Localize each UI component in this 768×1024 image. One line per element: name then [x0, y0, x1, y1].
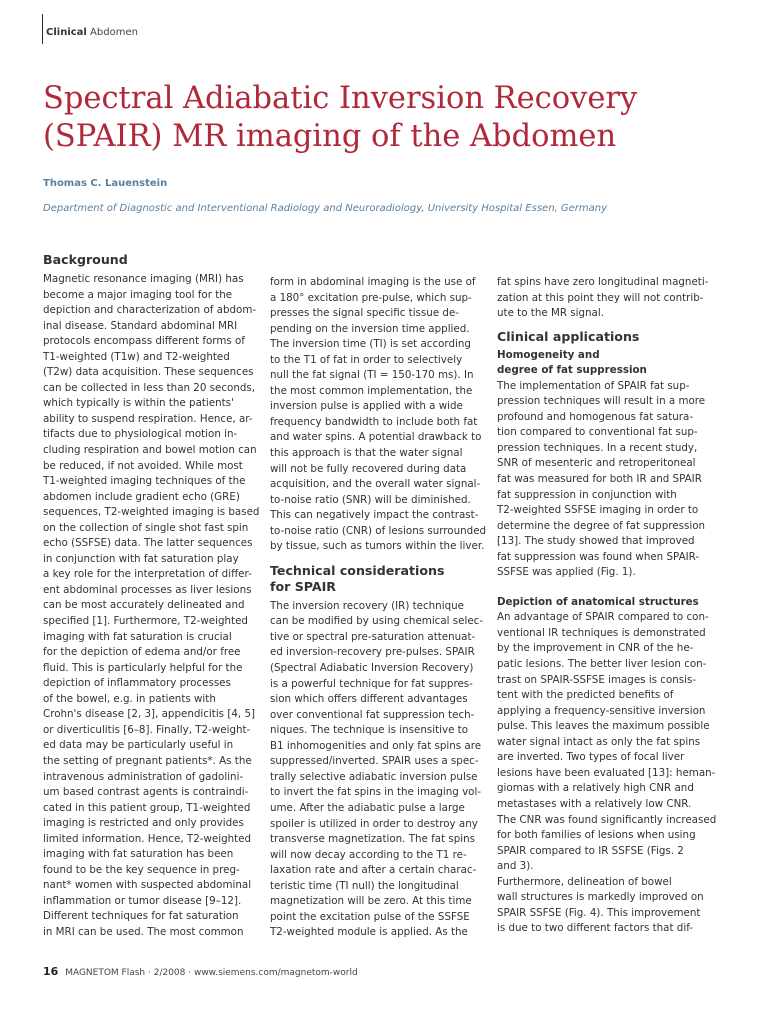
text-line: pression techniques. In a recent study, [497, 441, 698, 454]
text-line: trast on SPAIR-SSFSE images is consis- [497, 673, 697, 686]
text-line: The inversion recovery (IR) technique [270, 599, 464, 612]
text-line: the setting of pregnant patients*. As the [43, 754, 252, 767]
column-1 [43, 252, 260, 941]
column-3-body-c [497, 610, 717, 936]
column-3 [497, 275, 717, 937]
text-line: An advantage of SPAIR compared to con- [497, 611, 709, 624]
column-1-body [43, 272, 260, 941]
text-line: inversion pulse is applied with a wide [270, 400, 463, 413]
text-line: wall structures is markedly improved on [497, 891, 704, 904]
text-line: The implementation of SPAIR fat sup- [497, 379, 690, 392]
column-3-body-b [497, 379, 709, 581]
text-line: fat was measured for both IR and SPAIR [497, 473, 702, 486]
text-line: acquisition, and the overall water signal- [270, 478, 481, 491]
text-line: frequency bandwidth to include both fat [270, 415, 478, 428]
text-line: (Spectral Adiabatic Inversion Recovery) [270, 662, 474, 675]
text-line: and 3). [497, 860, 534, 873]
text-line: [13]. The study showed that improved [497, 535, 695, 548]
text-line: ventional IR techniques is demonstrated [497, 626, 706, 639]
section-tag [46, 27, 138, 38]
text-line: ume. After the adiabatic pulse a large [270, 801, 465, 814]
text-line: to-noise ratio (CNR) of lesions surrounded [270, 524, 487, 537]
text-line: echo (SSFSE) data. The latter sequences [43, 537, 253, 550]
text-line: Furthermore, delineation of bowel [497, 875, 672, 888]
text-line: depiction of inflammatory processes [43, 677, 231, 690]
column-2 [270, 275, 487, 941]
text-line: patic lesions. The better liver lesion con- [497, 658, 707, 671]
text-line: is a powerful technique for fat suppres- [270, 677, 473, 690]
text-line: ed inversion-recovery pre-pulses. SPAIR [270, 646, 475, 659]
text-line: a key role for the interpretation of differ- [43, 568, 252, 581]
text-line: will now decay according to the T1 re- [270, 848, 467, 861]
text-line: cated in this patient group, T1-weighted [43, 801, 251, 814]
text-line: imaging is restricted and only provides [43, 817, 244, 830]
text-line: by tissue, such as tumors within the liver. [270, 540, 485, 553]
text-line: form in abdominal imaging is the use of [270, 276, 476, 288]
heading-background: Background [43, 252, 128, 267]
text-line: profound and homogenous fat satura- [497, 410, 694, 423]
text-line: sequences, T2-weighted imaging is based [43, 506, 260, 519]
text-line: is due to two different factors that dif- [497, 922, 693, 935]
text-line: laxation rate and after a certain charac- [270, 864, 477, 877]
column-3-body-a [497, 275, 709, 322]
text-line: for the depiction of edema and/or free [43, 646, 241, 659]
text-line: null the fat signal (TI = 150-170 ms). In [270, 369, 474, 382]
text-line: water signal intact as only the fat spins [497, 735, 701, 748]
text-line: fat suppression was found when SPAIR- [497, 550, 700, 563]
text-line: to invert the fat spins in the imaging vol- [270, 786, 482, 799]
text-line: lesions have been evaluated [13]: heman- [497, 766, 716, 779]
text-line: imaging with fat saturation is crucial [43, 630, 232, 643]
subheading-homogeneity-line-1: Homogeneity and [497, 348, 600, 361]
text-line: can be most accurately delineated and [43, 599, 245, 612]
text-line: The inversion time (TI) is set according [270, 338, 471, 351]
text-line: inflammation or tumor disease [9–12]. [43, 894, 242, 907]
affiliation: Department of Diagnostic and Interventional Radiology and Neuroradiology, University Hospital Essen, Germany [43, 203, 608, 214]
page-footer [43, 965, 358, 978]
text-line: for both families of lesions when using [497, 829, 696, 842]
footer-text: MAGNETOM Flash · 2/2008 · www.siemens.com/magnetom-world [65, 968, 358, 978]
heading-technical-considerations-line-2: for SPAIR [270, 578, 336, 594]
text-line: or diverticulitis [6–8]. Finally, T2-weight- [43, 723, 251, 736]
text-line: T1-weighted (T1w) and T2-weighted [43, 350, 230, 363]
text-line: specified [1]. Furthermore, T2-weighted [43, 615, 248, 628]
text-line: fat spins have zero longitudinal magneti- [497, 276, 709, 288]
section-tag-rest: Abdomen [90, 27, 138, 38]
text-line: imaging with fat saturation has been [43, 848, 234, 861]
text-line: ability to suspend respiration. Hence, ar- [43, 412, 253, 425]
text-line: depiction and characterization of abdom- [43, 304, 257, 317]
column-2-body-b [270, 599, 482, 941]
text-line: be reduced, if not avoided. While most [43, 459, 243, 472]
text-line: fat suppression in conjunction with [497, 488, 677, 501]
text-line: pending on the inversion time applied. [270, 322, 470, 335]
text-line: tive or spectral pre-saturation attenuat- [270, 630, 476, 643]
text-line: in MRI can be used. The most common [43, 925, 244, 938]
text-line: transverse magnetization. The fat spins [270, 833, 476, 846]
heading-clinical-applications: Clinical applications [497, 328, 640, 344]
text-line: become a major imaging tool for the [43, 288, 233, 301]
text-line: SPAIR SSFSE (Fig. 4). This improvement [497, 906, 701, 919]
text-line: This can negatively impact the contrast- [270, 509, 479, 522]
subheading-anatomical-structures: Depiction of anatomical structures [497, 595, 699, 608]
text-line: Magnetic resonance imaging (MRI) has [43, 273, 244, 285]
text-line: spoiler is utilized in order to destroy any [270, 817, 478, 830]
text-line: The CNR was found significantly increased [497, 813, 717, 826]
text-line: presses the signal specific tissue de- [270, 307, 460, 320]
article-title [43, 80, 743, 156]
author: Thomas C. Lauenstein [43, 178, 168, 189]
text-line: Different techniques for fat saturation [43, 910, 239, 923]
text-line: teristic time (TI null) the longitudinal [270, 879, 459, 892]
text-line: nant* women with suspected abdominal [43, 879, 252, 892]
text-line: niques. The technique is insensitive to [270, 724, 469, 737]
text-line: cluding respiration and bowel motion can [43, 444, 257, 457]
text-line: suppressed/inverted. SPAIR uses a spec- [270, 755, 479, 768]
text-line: zation at this point they will not contrib- [497, 291, 704, 304]
text-line: B1 inhomogenities and only fat spins are [270, 739, 482, 752]
text-line: found to be the key sequence in preg- [43, 863, 240, 876]
text-line: on the collection of single shot fast spin [43, 521, 249, 534]
text-line: trally selective adiabatic inversion pulse [270, 770, 478, 783]
text-line: over conventional fat suppression tech- [270, 708, 475, 721]
text-line: point the excitation pulse of the SSFSE [270, 910, 470, 923]
text-line: metastases with a relatively low CNR. [497, 797, 692, 810]
header-rule [42, 14, 43, 44]
text-line: tent with the predicted benefits of [497, 689, 674, 702]
text-line: magnetization will be zero. At this time [270, 895, 472, 908]
text-line: T2-weighted module is applied. As the [270, 926, 468, 939]
text-line: can be collected in less than 20 seconds, [43, 381, 256, 394]
text-line: in conjunction with fat saturation play [43, 552, 239, 565]
text-line: ed data may be particularly useful in [43, 739, 234, 752]
text-line: are inverted. Two types of focal liver [497, 751, 685, 764]
text-line: ent abdominal processes as liver lesions [43, 583, 252, 596]
text-line: to the T1 of fat in order to selectively [270, 353, 463, 366]
text-line: which typically is within the patients' [43, 397, 234, 410]
text-line: fluid. This is particularly helpful for the [43, 661, 243, 674]
text-line: SSFSE was applied (Fig. 1). [497, 566, 636, 579]
text-line: the most common implementation, the [270, 384, 473, 397]
column-2-body-a [270, 275, 487, 555]
text-line: tion compared to conventional fat sup- [497, 426, 698, 439]
text-line: tifacts due to physiological motion in- [43, 428, 238, 441]
text-line: applying a frequency-sensitive inversion [497, 704, 706, 717]
text-line: pulse. This leaves the maximum possible [497, 720, 710, 733]
text-line: pression techniques will result in a more [497, 395, 706, 408]
text-line: limited information. Hence, T2-weighted [43, 832, 252, 845]
article-title-line-2: (SPAIR) MR imaging of the Abdomen [43, 119, 617, 154]
text-line: ute to the MR signal. [497, 307, 604, 320]
text-line: T2-weighted SSFSE imaging in order to [497, 504, 699, 517]
section-tag-bold: Clinical [46, 27, 87, 38]
text-line: will not be fully recovered during data [270, 462, 467, 475]
text-line: T1-weighted imaging techniques of the [43, 475, 246, 488]
text-line: abdomen include gradient echo (GRE) [43, 490, 240, 503]
text-line: um based contrast agents is contraindi- [43, 786, 249, 799]
text-line: and water spins. A potential drawback to [270, 431, 482, 444]
text-line: sion which offers different advantages [270, 693, 468, 706]
text-line: to-noise ratio (SNR) will be diminished. [270, 493, 471, 506]
text-line: of the bowel, e.g. in patients with [43, 692, 216, 705]
text-line: can be modified by using chemical selec- [270, 615, 484, 628]
text-line: protocols encompass different forms of [43, 335, 245, 348]
text-line: SNR of mesenteric and retroperitoneal [497, 457, 696, 470]
page-number: 16 [43, 965, 59, 978]
article-title-line-1: Spectral Adiabatic Inversion Recovery [43, 81, 638, 116]
text-line: by the improvement in CNR of the he- [497, 642, 694, 655]
text-line: giomas with a relatively high CNR and [497, 782, 694, 795]
heading-technical-considerations-line-1: Technical considerations [270, 562, 445, 578]
text-line: SPAIR compared to IR SSFSE (Figs. 2 [497, 844, 684, 857]
text-line: determine the degree of fat suppression [497, 519, 706, 532]
text-line: intravenous administration of gadolini- [43, 770, 244, 783]
text-line: inal disease. Standard abdominal MRI [43, 319, 238, 332]
text-line: a 180° excitation pre-pulse, which sup- [270, 291, 472, 304]
text-line: Crohn's disease [2, 3], appendicitis [4, 5] [43, 708, 256, 721]
subheading-homogeneity-line-2: degree of fat suppression [497, 364, 647, 377]
text-line: this approach is that the water signal [270, 447, 463, 460]
text-line: (T2w) data acquisition. These sequences [43, 366, 254, 379]
